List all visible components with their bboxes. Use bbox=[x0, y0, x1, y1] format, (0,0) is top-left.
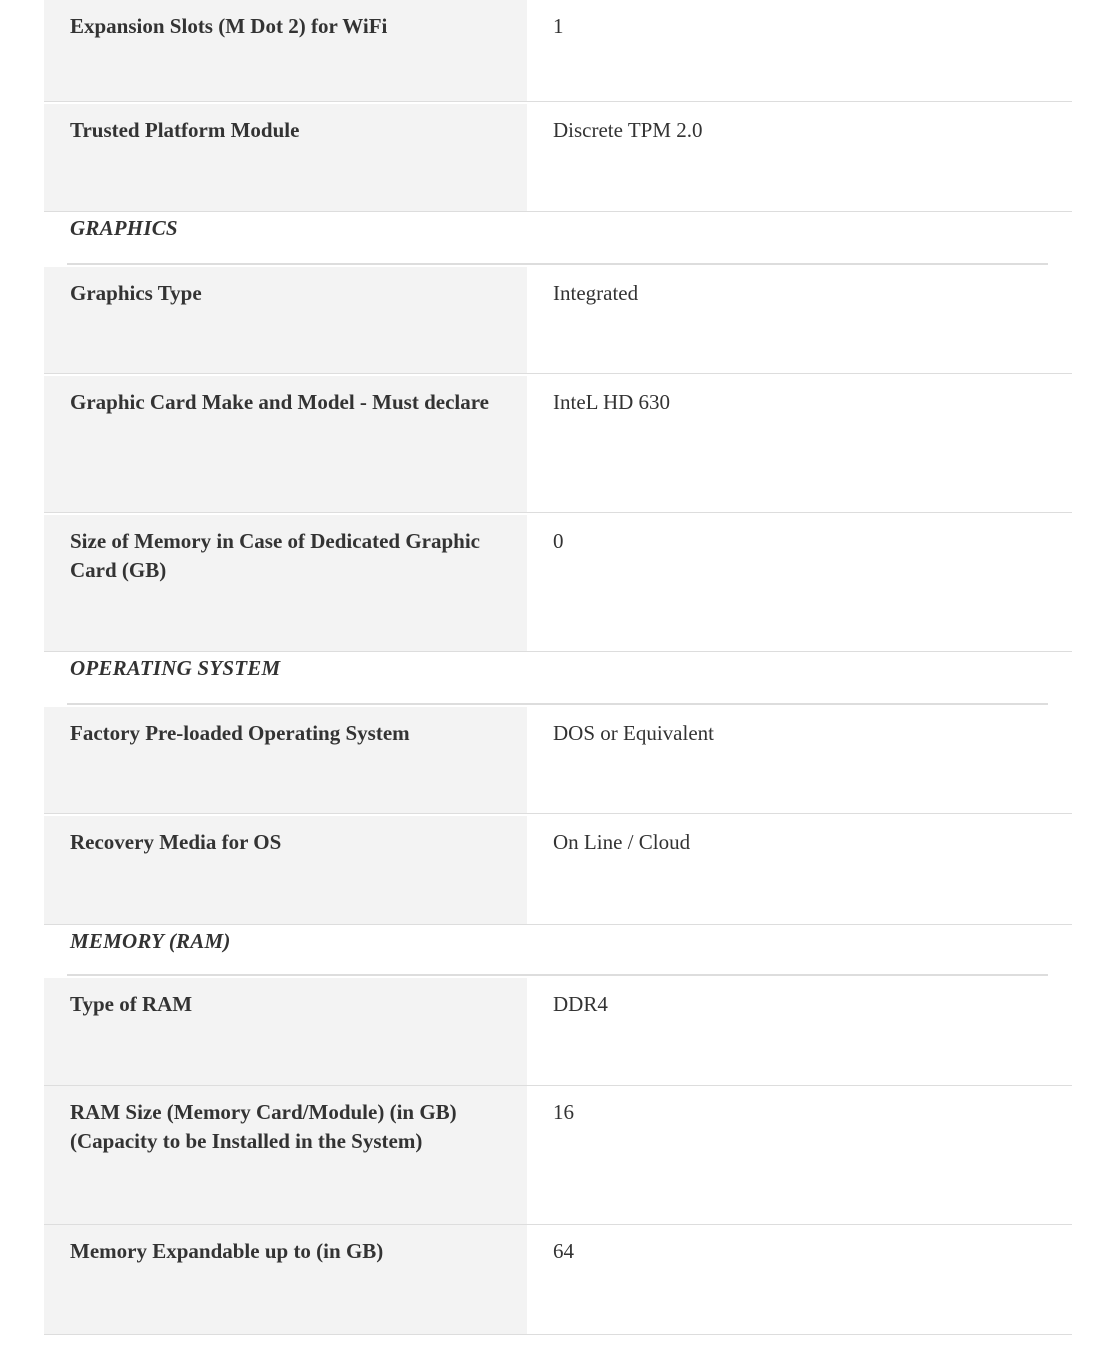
spec-row-preloaded-os bbox=[44, 705, 1072, 814]
spec-row-graphic-memory bbox=[44, 513, 1072, 652]
spec-row-ram-size bbox=[44, 1086, 1072, 1225]
section-title: GRAPHICS bbox=[70, 216, 178, 240]
spec-label: Graphics Type bbox=[44, 267, 527, 373]
spec-label: Expansion Slots (M Dot 2) for WiFi bbox=[44, 0, 527, 101]
spec-value: InteL HD 630 bbox=[553, 390, 671, 414]
spec-label: Type of RAM bbox=[44, 978, 527, 1085]
section-title: MEMORY (RAM) bbox=[70, 929, 231, 953]
spec-value: Discrete TPM 2.0 bbox=[553, 118, 703, 142]
spec-row-graphic-card-model bbox=[44, 374, 1072, 513]
spec-row-tpm bbox=[44, 102, 1072, 212]
spec-value: 64 bbox=[553, 1239, 574, 1263]
spec-label: Recovery Media for OS bbox=[44, 816, 527, 924]
section-title: OPERATING SYSTEM bbox=[70, 656, 281, 680]
spec-label: Size of Memory in Case of Dedicated Graphic Card (GB) bbox=[44, 515, 527, 651]
spec-value: On Line / Cloud bbox=[553, 830, 691, 854]
spec-value: 0 bbox=[553, 529, 564, 553]
spec-row-recovery-media bbox=[44, 814, 1072, 925]
spec-label: Factory Pre-loaded Operating System bbox=[44, 707, 527, 813]
spec-label: Graphic Card Make and Model - Must declare bbox=[44, 376, 527, 512]
spec-value: DOS or Equivalent bbox=[553, 721, 714, 745]
spec-label: Memory Expandable up to (in GB) bbox=[44, 1225, 527, 1334]
spec-table bbox=[44, 0, 1072, 1335]
section-header-operating-system bbox=[44, 652, 1072, 705]
spec-value: 1 bbox=[553, 14, 564, 38]
spec-row-ram-type bbox=[44, 976, 1072, 1086]
spec-row-expansion-slots bbox=[44, 0, 1072, 102]
section-divider bbox=[67, 974, 1048, 976]
spec-label: Trusted Platform Module bbox=[44, 104, 527, 211]
spec-row-graphics-type bbox=[44, 265, 1072, 374]
spec-value: 16 bbox=[553, 1100, 574, 1124]
spec-label: RAM Size (Memory Card/Module) (in GB) (Capacity to be Installed in the System) bbox=[44, 1086, 527, 1224]
spec-value: DDR4 bbox=[553, 992, 608, 1016]
section-header-graphics bbox=[44, 212, 1072, 265]
section-divider bbox=[67, 263, 1048, 265]
spec-row-memory-expandable bbox=[44, 1225, 1072, 1335]
section-header-memory bbox=[44, 925, 1072, 976]
spec-value: Integrated bbox=[553, 281, 639, 305]
section-divider bbox=[67, 703, 1048, 705]
